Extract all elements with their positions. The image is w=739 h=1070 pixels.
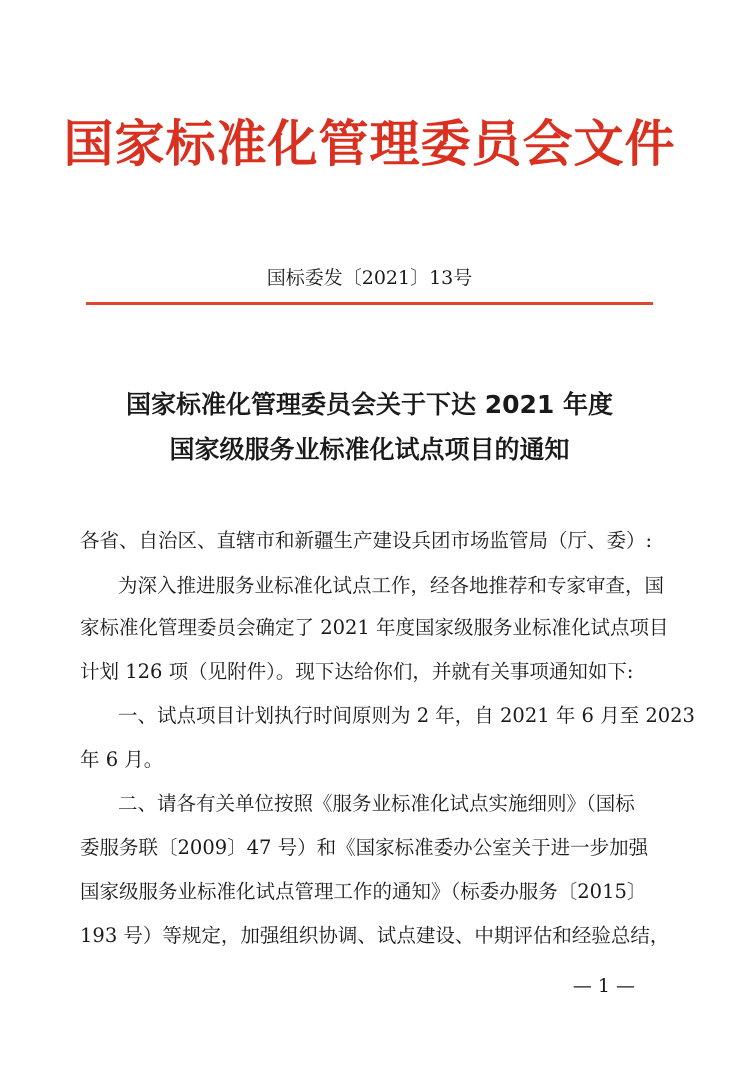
body-line: 家标准化管理委员会确定了 2021 年度国家级服务业标准化试点项目 — [80, 616, 669, 639]
body-line: 一、试点项目计划执行时间原则为 2 年，自 2021 年 6 月至 2023 — [118, 704, 695, 727]
body-line: 193 号）等规定，加强组织协调、试点建设、中期评估和经验总结， — [80, 924, 670, 947]
body-line: 计划 126 项（见附件）。现下达给你们，并就有关事项通知如下: — [80, 660, 634, 683]
body-line: 委服务联〔2009〕47 号）和《国家标准委办公室关于进一步加强 — [80, 836, 649, 859]
body-line: 二、请各有关单位按照《服务业标准化试点实施细则》（国标 — [118, 792, 635, 815]
document-number: 国标委发〔2021〕13号 — [266, 267, 473, 289]
addressee-line: 各省、自治区、直辖市和新疆生产建设兵团市场监管局（厅、委）: — [80, 529, 653, 552]
document-header-title: 国家标准化管理委员会文件 — [63, 115, 676, 173]
body-line: 年 6 月。 — [80, 748, 164, 771]
header-red-rule — [86, 302, 653, 305]
page-number: — 1 — — [572, 975, 635, 997]
body-line: 国家级服务业标准化试点管理工作的通知》（标委办服务〔2015〕 — [80, 880, 647, 903]
notice-title-line-1: 国家标准化管理委员会关于下达 2021 年度 — [126, 390, 613, 419]
notice-title-line-2: 国家级服务业标准化试点项目的通知 — [169, 435, 570, 464]
body-line: 为深入推进服务业标准化试点工作，经各地推荐和专家审查，国 — [118, 574, 665, 597]
